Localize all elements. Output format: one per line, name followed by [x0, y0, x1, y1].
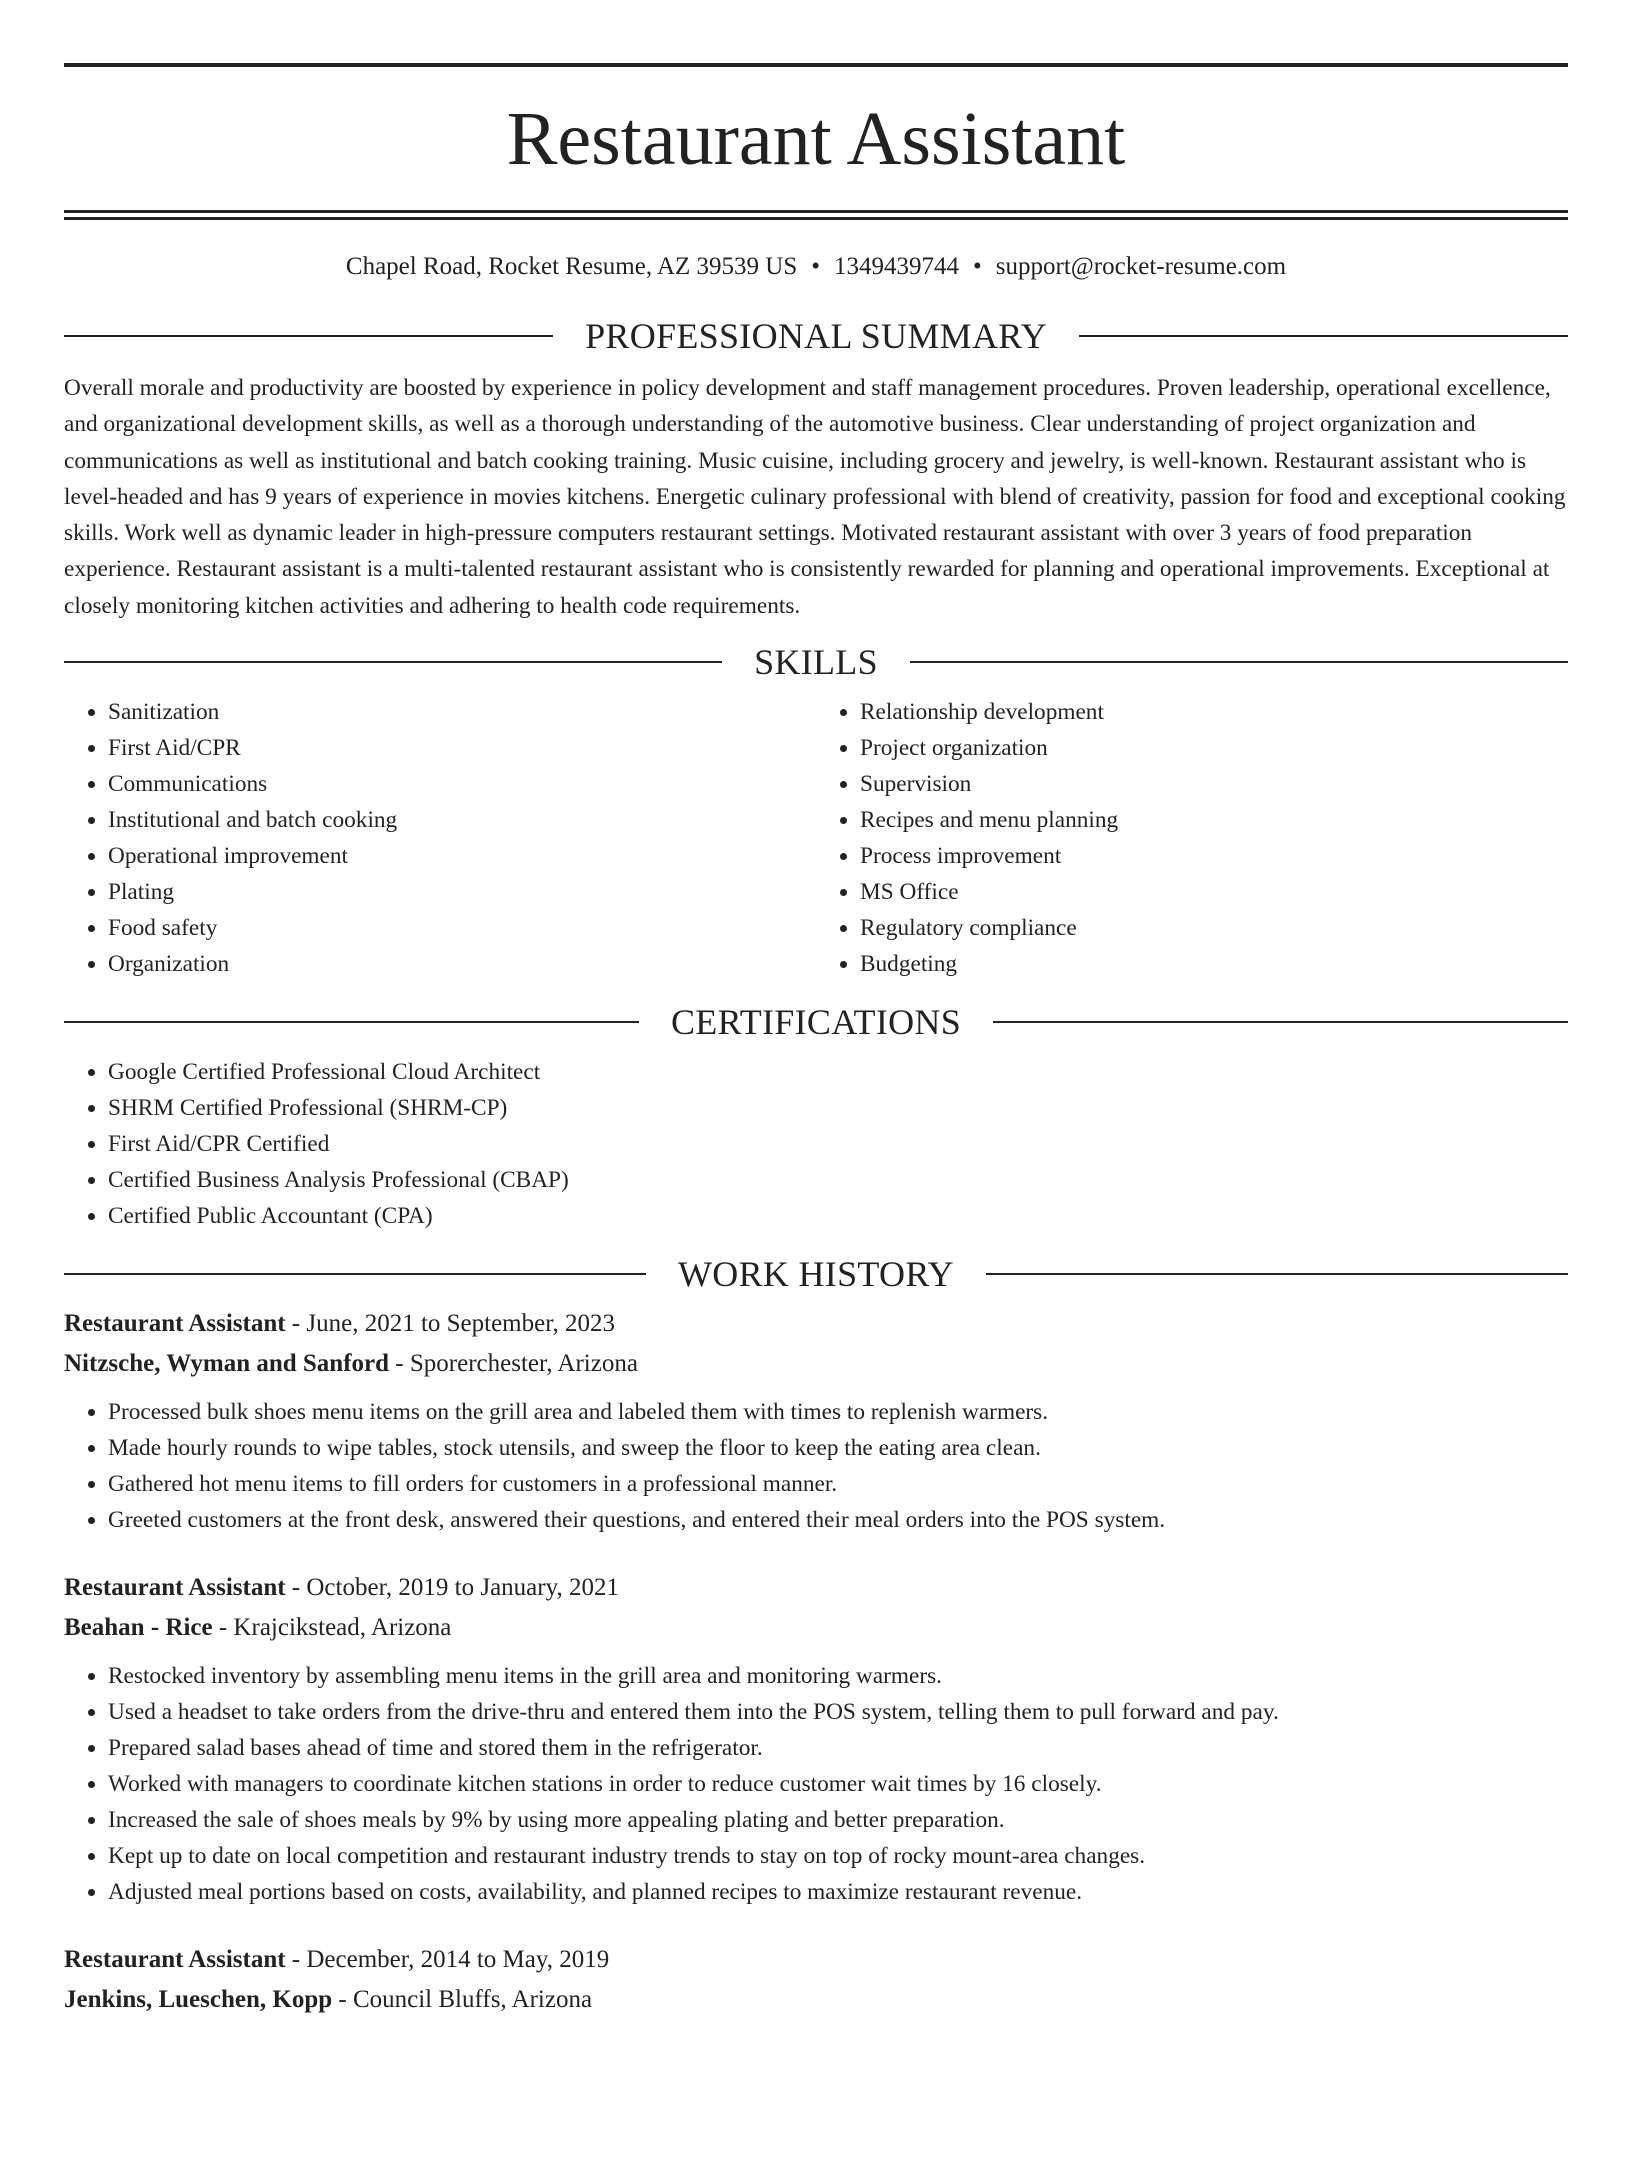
section-rule: [1079, 335, 1568, 337]
job-bullet: • Adjusted meal portions based on costs, availability, and planned recipes to maximize restaurant revenue.: [108, 1874, 1568, 1910]
section-rule: [64, 661, 722, 663]
job-company: Beahan - Rice: [64, 1614, 213, 1642]
skill-item: • Communications: [108, 766, 816, 802]
job-company: Jenkins, Lueschen, Kopp: [64, 1986, 333, 2014]
certification-item: • Certified Business Analysis Professional (CBAP): [108, 1162, 1568, 1198]
job-entry: [64, 1568, 1568, 1910]
job-company: Nitzsche, Wyman and Sanford: [64, 1350, 390, 1378]
skill-item: • Supervision: [860, 766, 1568, 802]
job-bullet: • Prepared salad bases ahead of time and stored them in the refrigerator.: [108, 1730, 1568, 1766]
contact-phone: 1349439744: [834, 253, 960, 280]
job-dates: - October, 2019 to January, 2021: [285, 1574, 619, 1602]
section-title-certifications: CERTIFICATIONS: [670, 1002, 962, 1043]
skill-item: • First Aid/CPR: [108, 730, 816, 766]
skills-column-left: [64, 694, 816, 982]
section-title-work-history: WORK HISTORY: [678, 1254, 954, 1295]
section-title-summary: PROFESSIONAL SUMMARY: [585, 316, 1047, 356]
skill-item: • Recipes and menu planning: [860, 802, 1568, 838]
section-header-skills: [64, 642, 1568, 683]
skill-item: • Food safety: [108, 910, 816, 946]
job-company-line: [64, 1608, 1568, 1648]
job-dates: - June, 2021 to September, 2023: [285, 1310, 616, 1338]
skill-item: • Operational improvement: [108, 838, 816, 874]
section-header-certifications: [64, 1002, 1568, 1043]
certification-item: • Certified Public Accountant (CPA): [108, 1198, 1568, 1234]
contact-email: support@rocket-resume.com: [995, 253, 1287, 280]
job-company-line: [64, 1344, 1568, 1384]
skill-item: • Plating: [108, 874, 816, 910]
skill-item: • Process improvement: [860, 838, 1568, 874]
job-bullet: • Worked with managers to coordinate kitchen stations in order to reduce customer wait times by 16 closely.: [108, 1766, 1568, 1802]
section-title-skills: SKILLS: [754, 642, 878, 683]
skill-item: • Regulatory compliance: [860, 910, 1568, 946]
section-rule: [64, 1273, 646, 1275]
skill-item: • Organization: [108, 946, 816, 982]
job-bullet: • Used a headset to take orders from the drive-thru and entered them into the POS system, telling them to pull forward and pay.: [108, 1694, 1568, 1730]
job-bullet: • Kept up to date on local competition and restaurant industry trends to stay on top of rocky mount-area changes.: [108, 1838, 1568, 1874]
contact-separator: •: [811, 253, 821, 280]
job-bullet: • Processed bulk shoes menu items on the grill area and labeled them with times to replenish warmers.: [108, 1394, 1568, 1430]
certification-item: • First Aid/CPR Certified: [108, 1126, 1568, 1162]
job-location: - Council Bluffs, Arizona: [332, 1986, 593, 2014]
job-title: Restaurant Assistant: [64, 1574, 286, 1602]
job-bullets: [64, 1658, 1568, 1910]
section-header-work-history: [64, 1254, 1568, 1295]
skill-item: • MS Office: [860, 874, 1568, 910]
section-rule: [986, 1273, 1568, 1275]
job-company-line: [64, 1980, 1568, 2020]
top-rule: [64, 63, 1568, 67]
certification-item: • Google Certified Professional Cloud Architect: [108, 1054, 1568, 1090]
double-rule: [64, 210, 1568, 220]
job-bullets: [64, 1394, 1568, 1538]
section-rule: [64, 335, 553, 337]
skills-list: [64, 694, 1568, 982]
skills-column-right: [816, 694, 1568, 982]
contact-separator: •: [973, 253, 982, 280]
skill-item: • Sanitization: [108, 694, 816, 730]
job-bullet: • Increased the sale of shoes meals by 9% by using more appealing plating and better preparation.: [108, 1802, 1568, 1838]
certifications-list: [64, 1054, 1568, 1234]
job-bullet: • Greeted customers at the front desk, answered their questions, and entered their meal orders into the POS system.: [108, 1502, 1568, 1538]
section-rule: [993, 1021, 1568, 1023]
contact-address: Chapel Road, Rocket Resume, AZ 39539 US: [345, 253, 798, 280]
job-dates: - December, 2014 to May, 2019: [285, 1946, 610, 1974]
job-location: - Krajcikstead, Arizona: [212, 1614, 452, 1642]
resume-page: [0, 63, 1632, 2175]
skill-item: • Institutional and batch cooking: [108, 802, 816, 838]
job-entry: [64, 1304, 1568, 1538]
skill-item: • Relationship development: [860, 694, 1568, 730]
job-bullet: • Gathered hot menu items to fill orders for customers in a professional manner.: [108, 1466, 1568, 1502]
job-entry: [64, 1940, 1568, 2020]
certification-item: • SHRM Certified Professional (SHRM-CP): [108, 1090, 1568, 1126]
skill-item: • Project organization: [860, 730, 1568, 766]
job-title-line: [64, 1568, 1568, 1608]
section-rule: [910, 661, 1568, 663]
summary-text: Overall morale and productivity are boosted by experience in policy development and staff management procedures. Proven leadership, operational excellence, and organizational development skills, as well as a thorough understanding of the automotive business. Clear understanding of project organization and communications as well as institutional and batch cooking training. Music cuisine, including grocery and jewelry, is well-known. Restaurant assistant who is level-headed and has 9 years of experience in movies kitchens. Energetic culinary professional with blend of creativity, passion for food and exceptional cooking skills. Work well as dynamic leader in high-pressure computers restaurant settings. Motivated restaurant assistant with over 3 years of food preparation experience. Restaurant assistant is a multi-talented restaurant assistant who is consistently rewarded for planning and operational improvements. Exceptional at closely monitoring kitchen activities and adhering to health code requirements.: [64, 375, 1566, 619]
job-bullet: • Made hourly rounds to wipe tables, stock utensils, and sweep the floor to keep the eating area clean.: [108, 1430, 1568, 1466]
job-title: Restaurant Assistant: [64, 1946, 286, 1974]
job-bullet: • Restocked inventory by assembling menu items in the grill area and monitoring warmers.: [108, 1658, 1568, 1694]
job-title-line: [64, 1940, 1568, 1980]
job-title: Restaurant Assistant: [64, 1310, 286, 1338]
job-title-line: [64, 1304, 1568, 1344]
skill-item: • Budgeting: [860, 946, 1568, 982]
contact-line: [64, 252, 1568, 282]
section-header-summary: [64, 318, 1568, 354]
job-location: - Sporerchester, Arizona: [389, 1350, 638, 1378]
section-rule: [64, 1021, 639, 1023]
resume-title: Restaurant Assistant: [506, 97, 1126, 181]
